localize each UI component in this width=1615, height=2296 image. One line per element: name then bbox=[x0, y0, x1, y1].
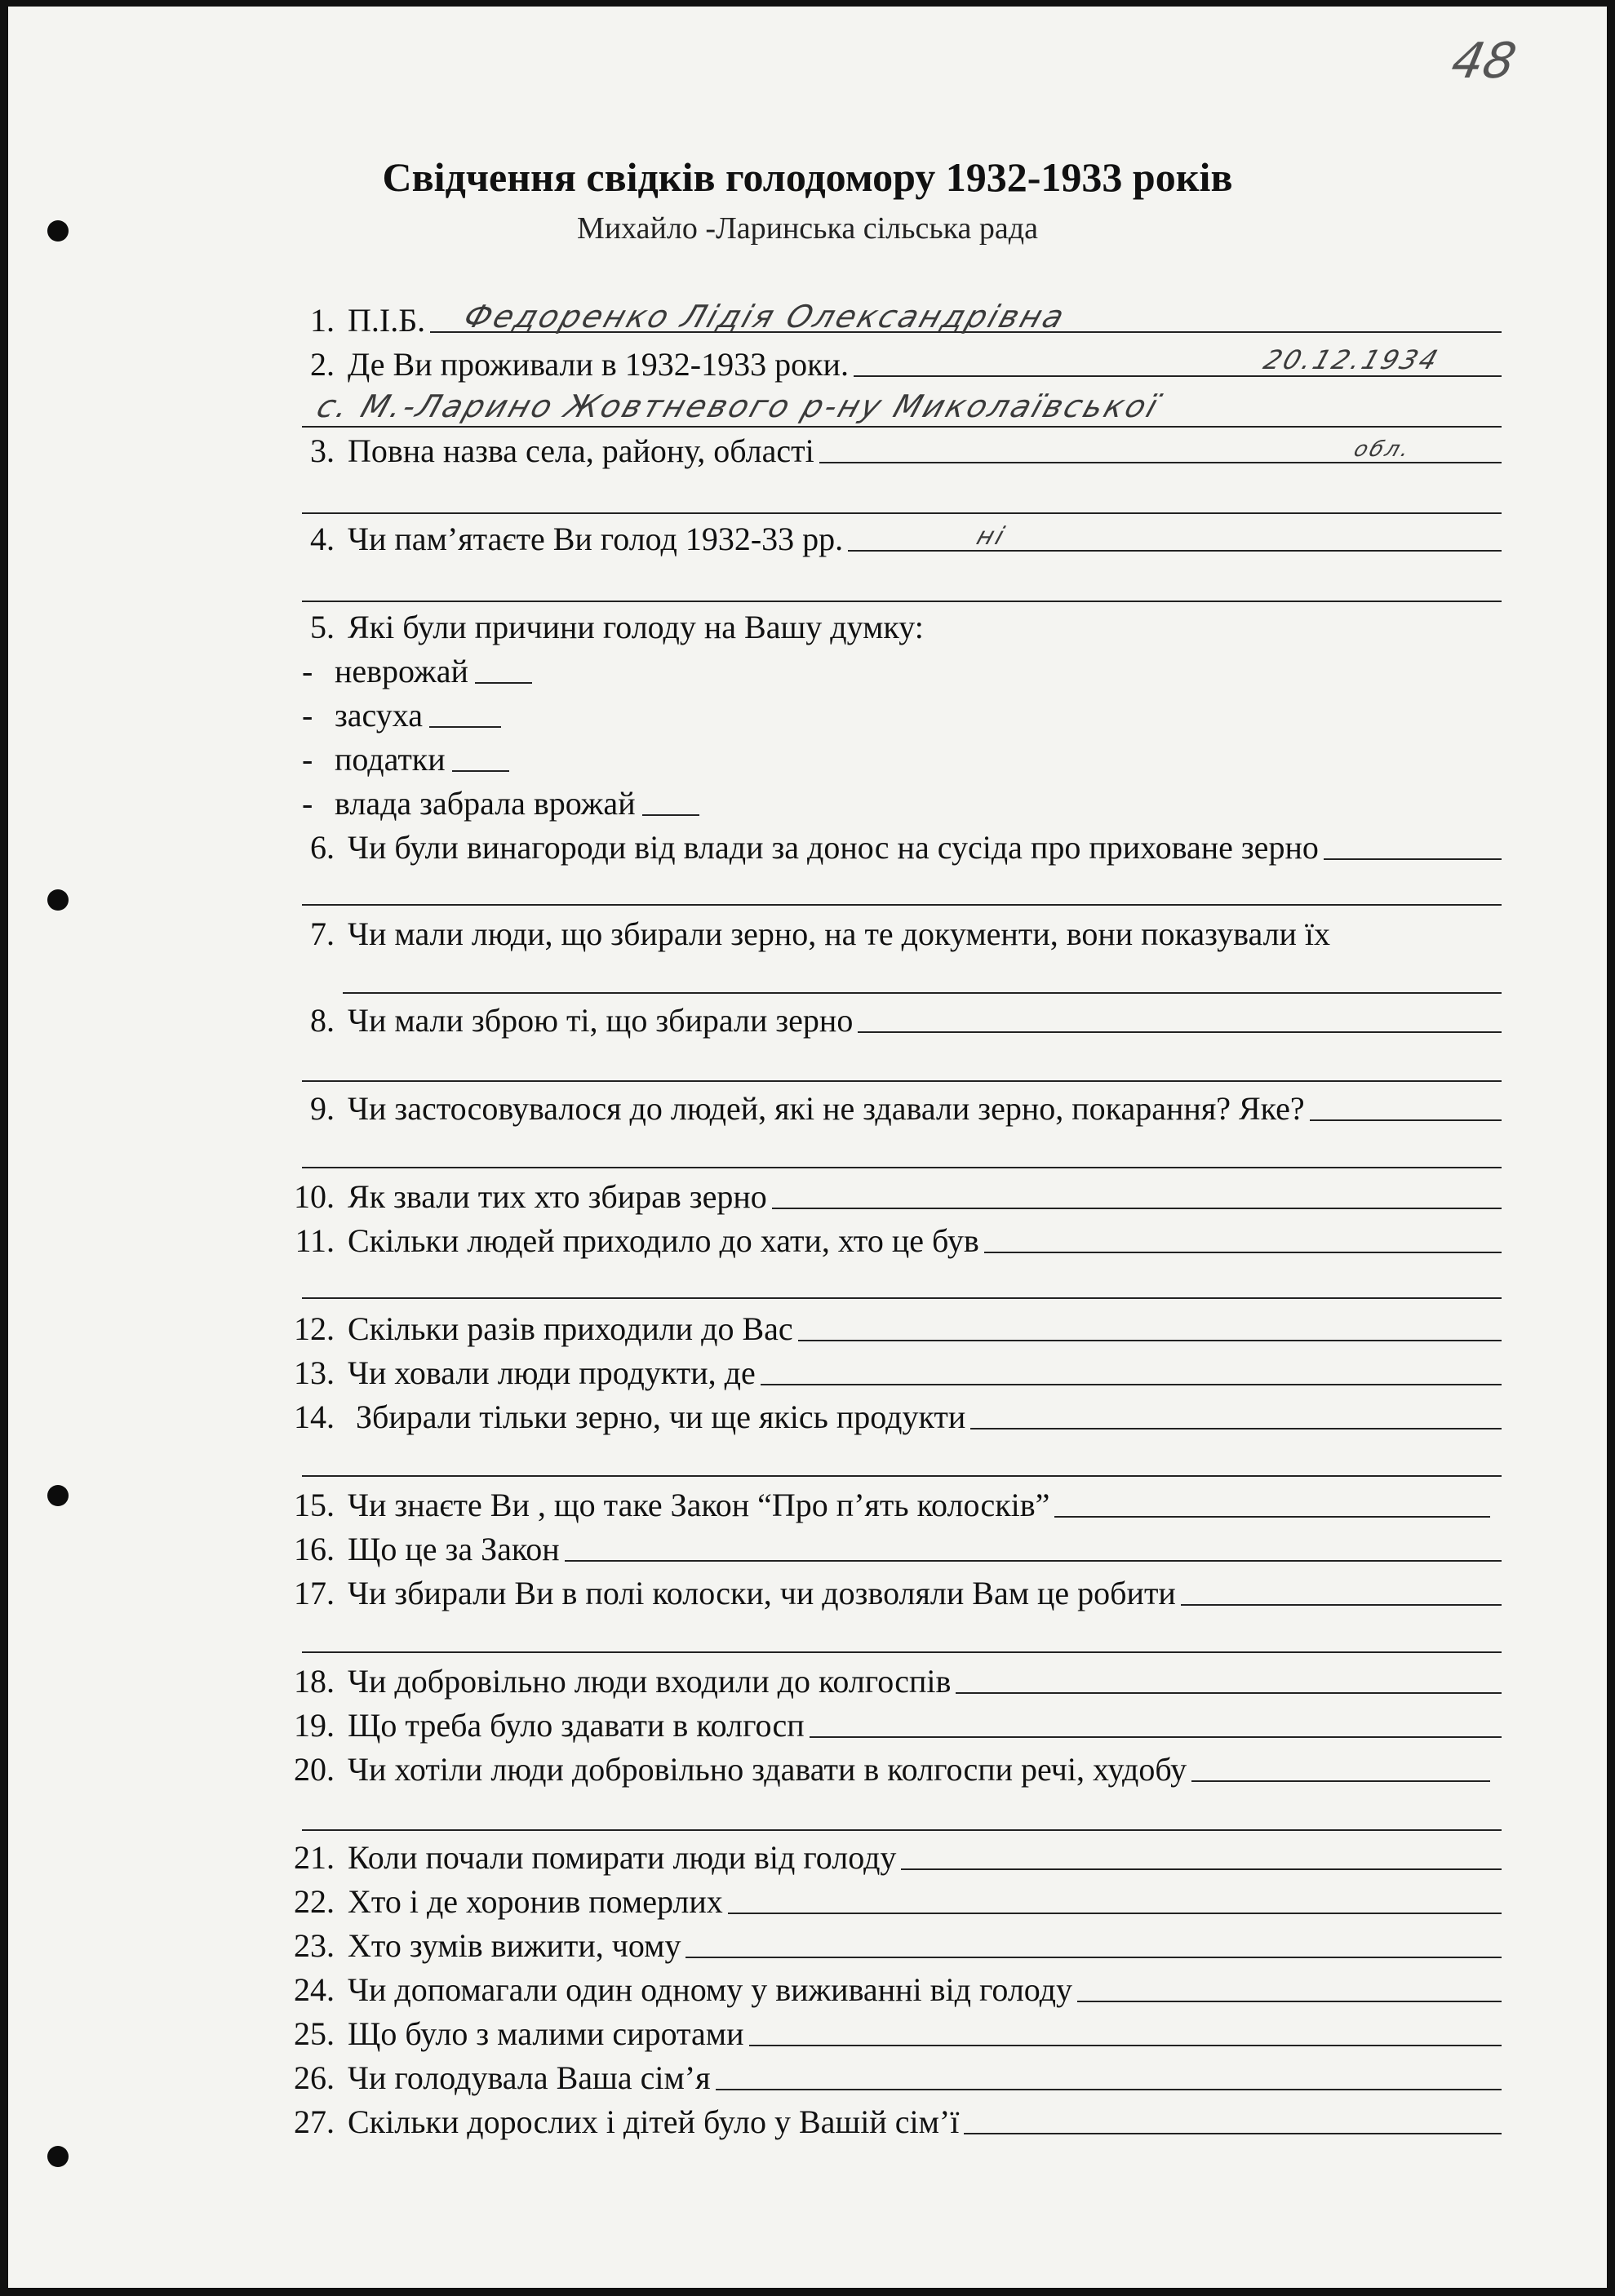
question-7: 7. Чи мали люди, що збирали зерно, на те документи, вони показували їх bbox=[310, 915, 1331, 952]
question-24: 24. Чи допомагали один одному у виживанні від голоду bbox=[302, 1965, 1502, 2009]
option-nevrozhai: - неврожай bbox=[302, 646, 1502, 690]
question-2: 2. Де Ви проживали в 1932-1933 роки. bbox=[302, 339, 1502, 383]
question-19: 19. Що треба було здавати в колгосп bbox=[302, 1700, 1502, 1744]
question-27: 27. Скільки дорослих і дітей було у Вашій сім’ї bbox=[302, 2097, 1502, 2141]
question-14: 14. Збирали тільки зерно, чи ще якісь продукти bbox=[302, 1392, 1502, 1436]
question-18: 18. Чи добровільно люди входили до колгоспів bbox=[302, 1656, 1502, 1700]
question-25: 25. Що було з малими сиротами bbox=[302, 2009, 1502, 2053]
question-16: 16. Що це за Закон bbox=[302, 1524, 1502, 1568]
question-6: 6. Чи були винагороди від влади за донос на сусіда про приховане зерно bbox=[302, 822, 1502, 867]
question-13: 13. Чи ховали люди продукти, де bbox=[302, 1348, 1502, 1392]
question-10: 10. Як звали тих хто збирав зерно bbox=[302, 1172, 1502, 1216]
answer-line bbox=[343, 992, 1502, 994]
question-20: 20. Чи хотіли люди добровільно здавати в колгоспи речі, худобу bbox=[302, 1744, 1502, 1788]
punch-hole bbox=[47, 889, 69, 911]
handwritten-answer-3: обл. bbox=[1351, 437, 1415, 462]
document-page bbox=[8, 7, 1607, 2288]
question-15: 15. Чи знаєте Ви , що таке Закон “Про п’ять колосків” bbox=[302, 1480, 1502, 1524]
question-3: 3. Повна назва села, району, області bbox=[302, 426, 1502, 470]
answer-line bbox=[302, 1297, 1502, 1299]
question-11: 11. Скільки людей приходило до хати, хто це був bbox=[302, 1216, 1502, 1260]
question-23: 23. Хто зумів вижити, чому bbox=[302, 1921, 1502, 1965]
page-number: 48 bbox=[1446, 33, 1521, 90]
answer-line bbox=[302, 1167, 1502, 1168]
punch-hole bbox=[47, 2146, 69, 2167]
question-9: 9. Чи застосовувалося до людей, які не здавали зерно, покарання? Яке? bbox=[302, 1084, 1502, 1128]
answer-line bbox=[302, 904, 1502, 906]
handwritten-answer-4: ні bbox=[973, 522, 1010, 551]
question-12: 12. Скільки разів приходили до Вас bbox=[302, 1304, 1502, 1348]
option-podatky: - податки bbox=[302, 734, 1502, 778]
question-17: 17. Чи збирали Ви в полі колоски, чи дозволяли Вам це робити bbox=[302, 1568, 1502, 1612]
answer-line bbox=[302, 1651, 1502, 1653]
question-26: 26. Чи голодувала Ваша сім’я bbox=[302, 2053, 1502, 2097]
question-8: 8. Чи мали зброю ті, що збирали зерно bbox=[302, 995, 1502, 1039]
answer-line bbox=[302, 1829, 1502, 1831]
handwritten-answer-2-date: 20.12.1934 bbox=[1259, 344, 1444, 375]
question-22: 22. Хто і де хоронив померлих bbox=[302, 1877, 1502, 1921]
answer-line bbox=[302, 1080, 1502, 1082]
punch-hole bbox=[47, 1485, 69, 1506]
question-4: 4. Чи пам’ятаєте Ви голод 1932-33 рр. bbox=[302, 514, 1502, 558]
question-21: 21. Коли почали помирати люди від голоду bbox=[302, 1833, 1502, 1877]
document-subtitle: Михайло -Ларинська сільська рада bbox=[577, 211, 1038, 246]
option-vlada-zabrala: - влада забрала врожай bbox=[302, 778, 1502, 822]
answer-line bbox=[302, 1475, 1502, 1477]
handwritten-answer-1: Федоренко Лідія Олександрівна bbox=[459, 299, 1071, 335]
question-1: 1. П.І.Б. bbox=[302, 295, 1502, 339]
question-5: 5. Які були причини голоду на Вашу думку: bbox=[310, 609, 924, 645]
handwritten-answer-2-place: с. М.-Ларино Жовтневого р-ну Миколаївської bbox=[312, 388, 1165, 424]
option-zasukha: - засуха bbox=[302, 690, 1502, 734]
document-title: Свідчення свідків голодомору 1932-1933 років bbox=[382, 154, 1233, 200]
